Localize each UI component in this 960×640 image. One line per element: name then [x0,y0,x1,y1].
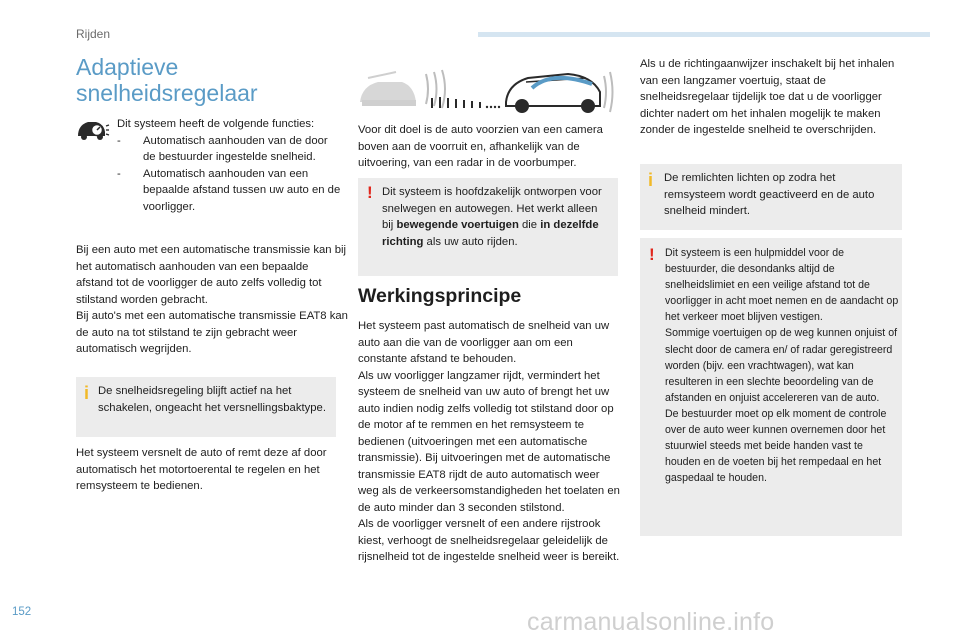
paragraph-camera: Voor dit doel is de auto voorzien van een camera boven aan de voorruit en, afhankelijk van de uitvoering, van een radar in de voorbumper. [358,124,603,169]
paragraph-principle: Het systeem past automatisch de snelheid van uw auto aan die van de voorligger aan om een constante afstand te behouden. Als uw voorligger langzamer rijdt, vermindert het systeem de snelheid van uw auto of brengt het uw auto indien nodig zelfs volledig tot stilstand door op de motor af te remmen en het remsysteem te bedienen (uitvoeringen met een automatische transmissie). Bij uitvoeringen met de automatische transmissie EAT8 rijdt de auto automatisch weer weg als de verkeersomstandigheden het toelaten en de auto minder dan 3 seconden stilstond. Als de voorligger versnelt of een andere rijstrook kiest, verhoogt de snelheidsregelaar geleidelijk de rijsnelheid tot de ingestelde snelheid weer is bereikt. [358,320,620,563]
info-note-text: De snelheidsregeling blijft actief na het schakelen, ongeacht het versnellingsbaktype. [98,385,326,414]
warning-note-text: Dit systeem is een hulpmiddel voor de bestuurder, die desondanks altijd de snelheidslimiet en een veilige afstand tot de voorligger in acht moet nemen en de aandacht op het verkeer moet blijven vestigen. Sommige voertuigen op de weg kunnen onjuist of slecht door de camera en/ of radar geregistreerd worden (bijv. een vrachtwagen), wat kan resulteren in een slechte beoordeling van de afstanden en onjuist accelereren van de auto. De bestuurder moet op elk moment de controle over de auto weer kunnen overnemen door het stuurwiel steeds met beide handen vast te houden en de voeten bij het rempedaal en het gaspedaal te houden. [665,247,899,485]
warning-text-mid: die [518,219,541,231]
bullet-item [117,166,342,216]
info-icon: i [84,383,90,403]
bullet-dash: - [117,134,121,147]
bullet-item [117,133,342,166]
header-bar [478,32,930,37]
paragraph-engine: Het systeem versnelt de auto of remt deze af door automatisch het motortoerental te regelen en het remsysteem te bedienen. [76,447,327,492]
warning-icon: ! [649,245,655,264]
section-heading: Werkingsprincipe [358,285,522,307]
info-note [76,377,336,437]
intro-lead: Dit systeem heeft de volgende functies: [117,118,315,130]
page-title-line1: Adaptieve [76,54,179,80]
info-icon: i [648,170,654,190]
warning-text-post: als uw auto rijden. [423,235,518,248]
warning-text-bold: in dezelfde richting [382,219,599,248]
warning-text-bold: bewegende voertuigen [396,219,519,231]
info-note-text: De remlichten lichten op zodra het remsysteem wordt geactiveerd en de auto snelheid mindert. [664,172,875,217]
page-title [76,54,258,106]
car-radar-illustration [356,62,614,116]
adaptive-cruise-icon [76,116,110,142]
warning-note [640,238,902,536]
bullet-text: Automatisch aanhouden van een bepaalde afstand tussen uw auto en de voorligger. [143,167,341,213]
paragraph-indicator: Als u de richtingaanwijzer inschakelt bij het inhalen van een langzamer voertuig, staat de snelheidsregelaar tijdelijk toe dat u de voorligger dichter nadert om het inhalen mogelijk te maken zonder de ingestelde snelheid te overschrijden. [640,58,895,136]
warning-note-text [382,184,608,250]
bullet-dash: - [117,167,121,180]
warning-text-pre: Dit systeem is hoofdzakelijk ontworpen voor snelwegen en autowegen. Het werkt alleen bij [382,186,602,231]
warning-note [358,178,618,276]
bullet-text: Automatisch aanhouden van de door de bestuurder ingestelde snelheid. [143,134,328,163]
warning-icon: ! [367,183,373,202]
intro-block [117,116,342,215]
watermark: carmanualsonline.info [527,608,775,636]
info-note [640,164,902,230]
page-number: 152 [12,606,32,618]
paragraph-transmission: Bij een auto met een automatische transmissie kan bij het automatisch aanhouden van een bepaalde afstand tot de voorligger de auto zelfs volledig tot stilstand worden gebracht. Bij auto's met een automatische transmissie EAT8 kan de auto na tot stilstand te zijn gebracht weer automatisch wegrijden. [76,244,348,355]
section-label: Rijden [76,27,111,41]
page-title-line2: snelheidsregelaar [76,80,258,106]
